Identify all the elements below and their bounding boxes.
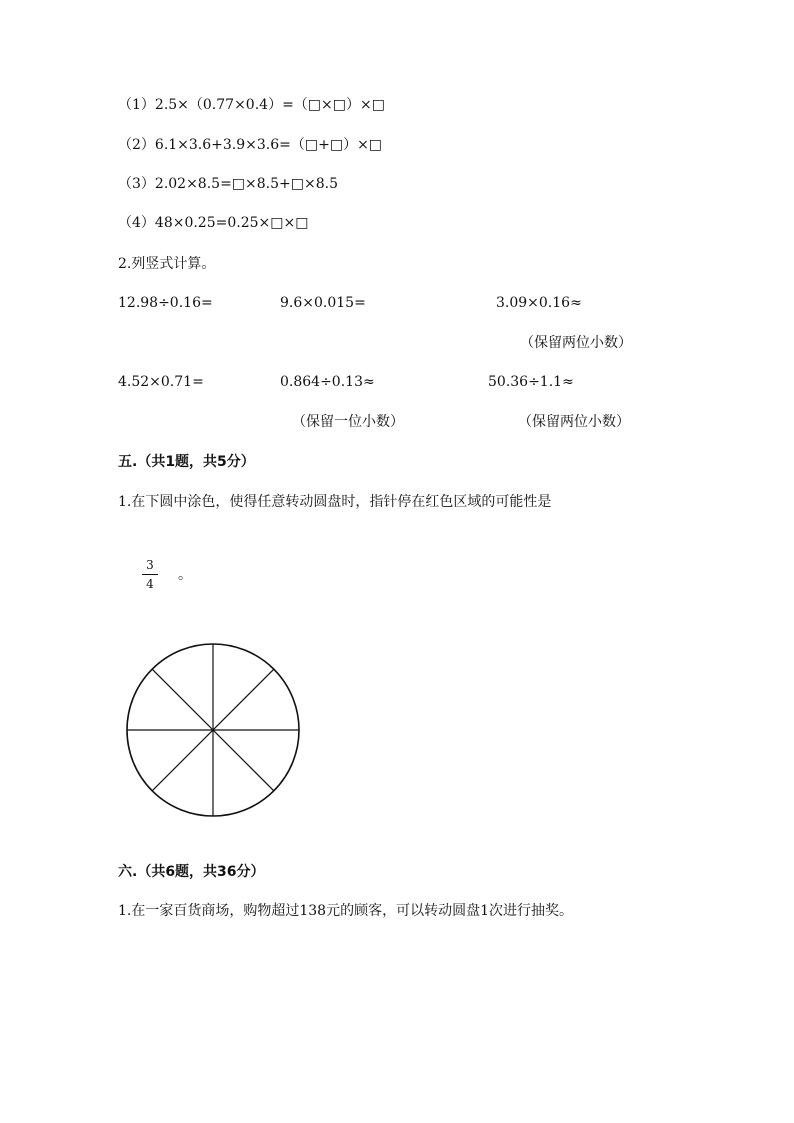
- section6-q1-text: 1.在一家百货商场，购物超过138元的顾客，可以转动圆盘1次进行抽奖。: [118, 903, 573, 919]
- calc-4-52-mul: 4.52×0.71=: [118, 374, 204, 390]
- item-1: （1）2.5×（0.77×0.4）=（□×□）×□: [118, 97, 385, 113]
- fraction-denominator: 4: [146, 577, 154, 591]
- round-note-2dp-2: （保留两位小数）: [518, 414, 630, 430]
- round-note-2dp: （保留两位小数）: [520, 335, 632, 351]
- section5-q1-text: 1.在下圆中涂色，使得任意转动圆盘时，指针停在红色区域的可能性是: [118, 494, 552, 510]
- q2-title: 2.列竖式计算。: [118, 256, 216, 272]
- sector-dividers: [127, 644, 299, 816]
- period: 。: [178, 567, 192, 583]
- calc-12-98-div: 12.98÷0.16=: [118, 295, 213, 311]
- section5-heading: 五.（共1题，共5分）: [118, 454, 255, 470]
- spinner-circle[interactable]: [123, 640, 303, 820]
- calc-3-09-mul: 3.09×0.16≈: [496, 295, 582, 311]
- calc-50-36-div: 50.36÷1.1≈: [488, 374, 574, 390]
- section6-heading: 六.（共6题，共36分）: [118, 864, 265, 880]
- fraction-numerator: 3: [146, 558, 154, 572]
- fraction-three-quarters: [142, 558, 158, 591]
- item-4: （4）48×0.25=0.25×□×□: [118, 215, 309, 231]
- calc-9-6-mul: 9.6×0.015=: [280, 295, 366, 311]
- item-2: （2）6.1×3.6+3.9×3.6=（□+□）×□: [118, 137, 383, 153]
- item-3: （3）2.02×8.5=□×8.5+□×8.5: [118, 176, 338, 192]
- round-note-1dp: （保留一位小数）: [292, 414, 404, 430]
- calc-0-864-div: 0.864÷0.13≈: [280, 374, 375, 390]
